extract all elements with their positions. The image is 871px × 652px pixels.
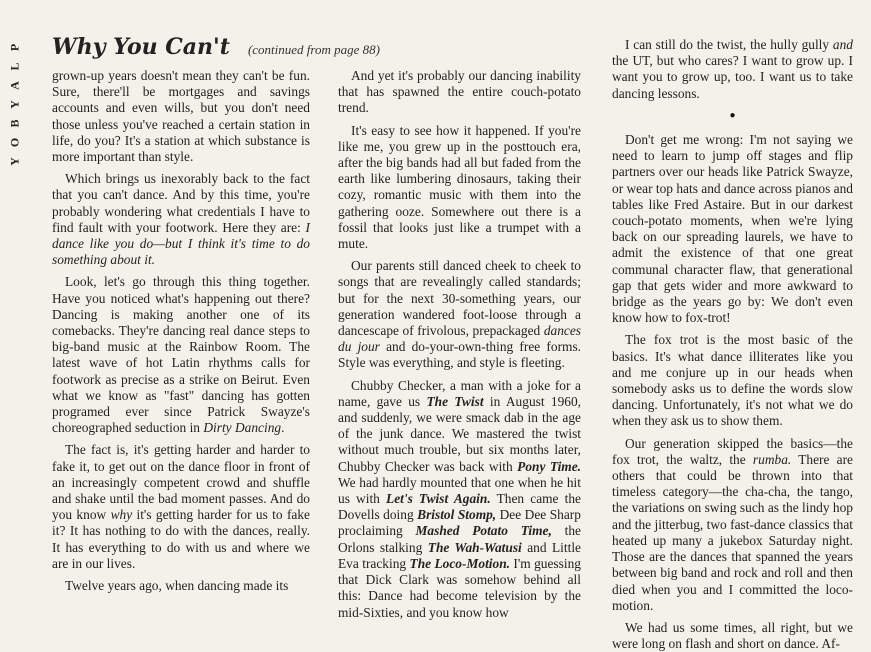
paragraph: The fact is, it's getting harder and harder to fake it, to get out on the dance floor in front of an increasingly competent crowd and shuffle and shake until the bad moment passes. And do you know why it's getting harder for us to fake it? It has nothing to do with the dances, really. It has everything to do with us and where we are in our lives. (52, 442, 310, 571)
paragraph: It's easy to see how it happened. If you're like me, you grew up in the posttouch era, after the big bands had all but faded from the earth like lumbering dinosaurs, taking their cozy, romantic music with them into the gathering ooze. Somewhere out there is a fossil that looks just like a trumpet with a mute. (338, 122, 581, 252)
film-title: Dirty Dancing (203, 420, 282, 436)
continued-note: (continued from page 88) (247, 42, 380, 57)
column-3 (612, 37, 853, 652)
paragraph: I can still do the twist, the hully gully and the UT, but who cares? I want to grow up. I want you to grow up, too. I want us to take dancing lessons. (612, 37, 853, 101)
paragraph: The fox trot is the most basic of the basics. It's what dance illiterates like you and me conjure up in our heads when somebody asks us to define the words slow dancing. Unfortunately, it's not what we do when they ask us to show them. (612, 332, 853, 429)
italic-quote: I dance like you do—but I think it's time to do something about it. (52, 219, 310, 268)
column-2 (338, 68, 581, 621)
column-1 (52, 68, 310, 594)
section-bullet: ● (729, 109, 736, 121)
paragraph: Look, let's go through this thing together. Have you noticed what's happening out there? Dancing is making another one of its comebacks. They're dancing real dance steps to big-band music at the Rainbow Room. The latest wave of hot Latin rhythms calls for footwork as precise as a strike on Beirut. Even what we know as "fast" dancing has gotten programed ever since Patrick Swayze's choreographed seduction in Dirty Dancing. (52, 274, 310, 436)
article-title: Why You Can't (52, 34, 230, 60)
paragraph: We had us some times, all right, but we were long on flash and short on dance. Af- (612, 619, 853, 652)
paragraph: Chubby Checker, a man with a joke for a name, gave us The Twist in August 1960, and suddenly, we were smack dab in the age of the junk dance. We mastered the twist without much trouble, but six months later, Chubby Checker was back with Pony Time. We had hardly mounted that one when he hit us with Let's Twist Again. Then came the Dovells doing Bristol Stomp, Dee Dee Sharp proclaiming Mashed Potato Time, the Orlons stalking The Wah-Watusi and Little Eva tracking The Loco-Motion. I'm guessing that Dick Clark was somehow behind all this: Dance had become television by the mid-Sixties, and you know how (338, 377, 582, 620)
paragraph: Twelve years ago, when dancing made its (65, 578, 289, 594)
paragraph: Our parents still danced cheek to cheek to songs that are revealingly called standards; but for the next 30-something years, our generation wandered foot-loose through a dancescape of frivolous, prepackaged dances du jour and do-your-own-thing free forms. Style was everything, and style is fleeting. (338, 258, 581, 371)
sidebar-letter: A (7, 81, 22, 90)
sidebar-letter: L (7, 62, 22, 71)
paragraph: And yet it's probably our dancing inability that has spawned the entire couch-potato trend. (338, 68, 581, 116)
sidebar-letter: O (7, 137, 22, 148)
sidebar-letter: Y (7, 157, 22, 166)
magazine-sidebar (7, 38, 32, 171)
paragraph: Don't get me wrong: I'm not saying we need to learn to jump off stages and flip partners over our heads like Patrick Swayze, or wear top hats and dance across pianos and tables like Fred Astaire. But in our darkest couch-potato moments, when we're lying back on our spreading laurels, we have to admit the existence of that one great communal character flaw, that generational gap that gets wider and more awkward to bridge as the years go by: We don't even know how to fox-trot! (612, 132, 853, 326)
sidebar-letter: P (7, 43, 22, 52)
paragraph: grown-up years doesn't mean they can't be fun. Sure, there'll be mortgages and savings accounts and even wills, but you don't need those unless you've reached a certain station in life, do you? It's a station at which substance is more important than style. (52, 68, 310, 165)
paragraph: Our generation skipped the basics—the fox trot, the waltz, the rumba. There are others that could be thrown into that timeless category—the cha-cha, the tango, the variations on swing such as the lindy hop and the jitterbug, two fast-dance classics that heated up many a jukebox Saturday night. Those are the dances that spanned the years between big band and rock and roll and then died when you and I committed the loco-motion. (612, 435, 853, 613)
paragraph: Which brings us inexorably back to the fact that you can't dance. And by this time, you're probably wondering what credentials I have to find fault with your footwork. Here they are: I dance like you do—but I think it's time to do something about it. (52, 171, 310, 268)
sidebar-letter: B (7, 119, 22, 128)
sidebar-letter: Y (7, 100, 22, 109)
article-header (52, 34, 382, 64)
